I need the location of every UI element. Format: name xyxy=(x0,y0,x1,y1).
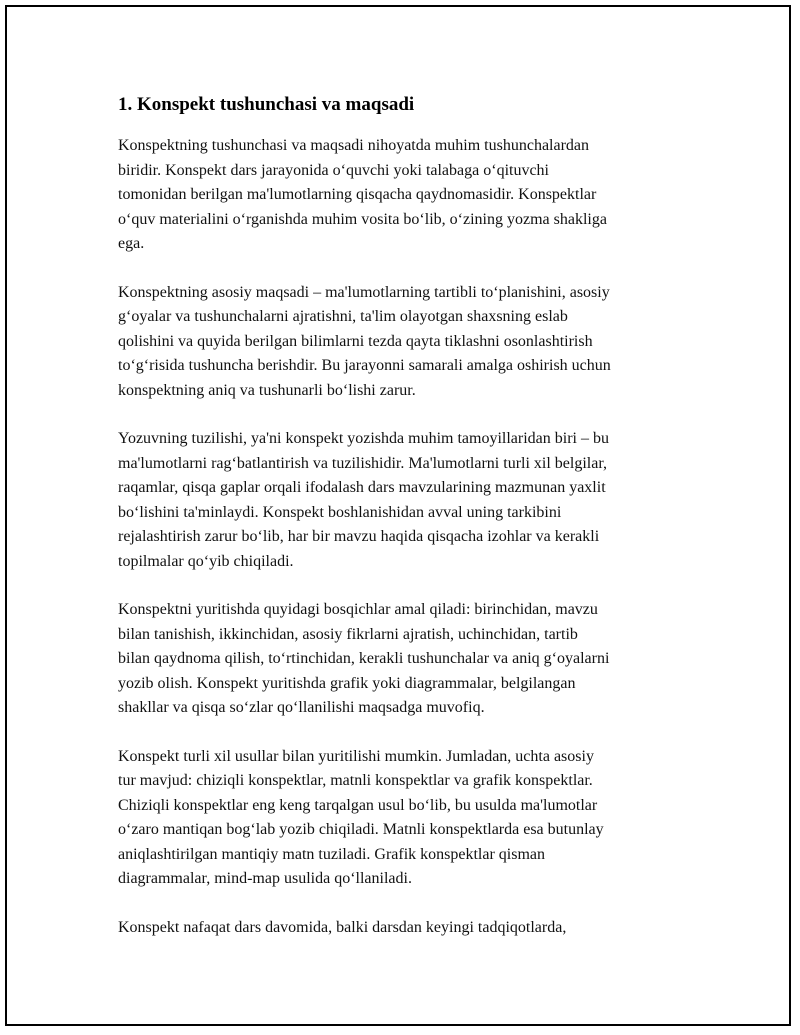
paragraph-1: Konspektning tushunchasi va maqsadi nihoyatda muhim tushunchalardan biridir. Konspekt dars jarayonida o‘quvchi yoki talabaga o‘qituvchi tomonidan berilgan ma'lumotlarning qisqacha qaydnomasidir. Konspektlar o‘quv materialini o‘rganishda muhim vosita bo‘lib, o‘zining yozma shakliga ega. xyxy=(118,137,607,252)
paragraph-5: Konspekt turli xil usullar bilan yuritilishi mumkin. Jumladan, uchta asosiy tur mavjud: chiziqli konspektlar, matnli konspektlar va grafik konspektlar. Chiziqli konspektlar eng keng tarqalgan usul bo‘lib, bu usulda ma'lumotlar o‘zaro mantiqan bog‘lab yozib chiqiladi. Matnli konspektlarda esa butunlay aniqlashtirilgan mantiqiy matn tuziladi. Grafik konspektlar qisman diagrammalar, mind-map usulida qo‘llaniladi. xyxy=(118,747,604,887)
paragraph-6: Konspekt nafaqat dars davomida, balki darsdan keyingi tadqiqotlarda, xyxy=(118,918,567,936)
paragraph-2: Konspektning asosiy maqsadi – ma'lumotlarning tartibli to‘planishini, asosiy g‘oyalar va tushunchalarni ajratishni, ta'lim olayotgan shaxsning eslab qolishini va quyida berilgan bilimlarni tezda qayta tiklashni osonlashtirish to‘g‘risida tushuncha berishdir. Bu jarayonni samarali amalga oshirish uchun konspektning aniq va tushunarli bo‘lishi zarur. xyxy=(118,283,611,399)
paragraph-4: Konspektni yuritishda quyidagi bosqichlar amal qiladi: birinchidan, mavzu bilan tanishish, ikkinchidan, asosiy fikrlarni ajratish, uchinchidan, tartib bilan qaydnoma qilish, to‘rtinchidan, kerakli tushunchalar va aniq g‘oyalarni yozib olish. Konspekt yuritishda grafik yoki diagrammalar, belgilangan shakllar va qisqa so‘zlar qo‘llanilishi maqsadga muvofiq. xyxy=(118,601,610,716)
document-body xyxy=(118,92,694,940)
section-heading: 1. Konspekt tushunchasi va maqsadi xyxy=(118,94,415,115)
paragraph-3: Yozuvning tuzilishi, ya'ni konspekt yozishda muhim tamoyillaridan biri – bu ma'lumotlarni rag‘batlantirish va tuzilishidir. Ma'lumotlarni turli xil belgilar, raqamlar, qisqa gaplar orqali ifodalash dars mavzularining mazmunan yaxlit bo‘lishini ta'minlaydi. Konspekt boshlanishidan avval uning tarkibini rejalashtirish zarur bo‘lib, har bir mavzu haqida qisqacha izohlar va kerakli topilmalar qo‘yib chiqiladi. xyxy=(118,430,609,570)
